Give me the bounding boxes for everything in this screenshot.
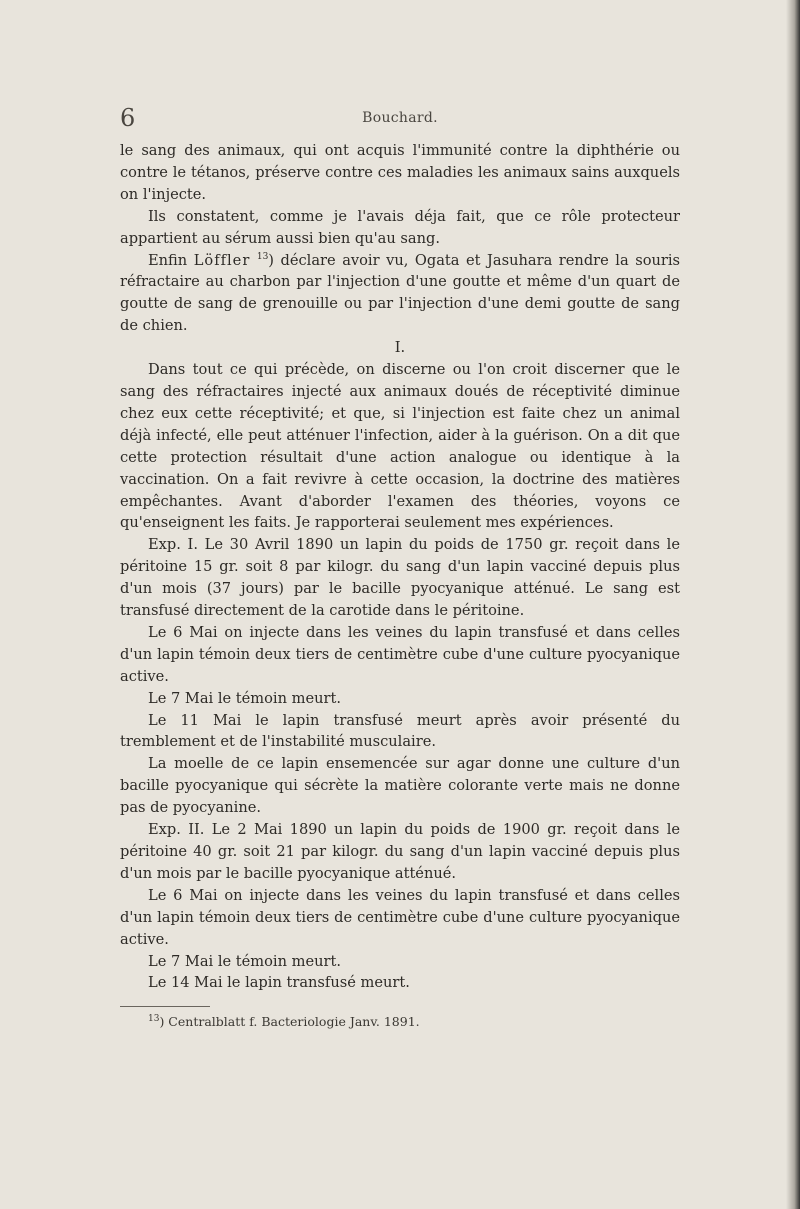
paragraph: Le 11 Mai le lapin transfusé meurt après avoir présenté du tremblement et de l'instabilité musculaire. — [120, 711, 680, 751]
paragraph-continuation: le sang des animaux, qui ont acquis l'immunité contre la diphthérie ou contre le tétanos, préserve contre ces maladies les animaux sains auxquels on l'injecte. — [120, 142, 680, 203]
footnote-text: ) Centralblatt f. Bacteriologie Janv. 1891. — [159, 1014, 420, 1030]
paragraph: Dans tout ce qui précède, on discerne ou l'on croit discerner que le sang des réfractaires injecté aux animaux doués de réceptivité diminue chez eux cette réceptivité; et que, si l'injection est faite chez un animal déjà infecté, elle peut atténuer l'infection, aider à la guérison. On a dit que cette protection résultait d'une action analogue ou identique à la vaccination. On a fait revivre à cette occasion, la doctrine des matières empêchantes. Avant d'aborder l'examen des théories, voyons ce qu'enseignent les faits. Je rapporterai seulement mes expériences. — [120, 361, 680, 532]
footnote-number: 13 — [148, 1014, 160, 1025]
running-title: Bouchard. — [362, 110, 438, 126]
experiment-paragraph: Exp. I. Le 30 Avril 1890 un lapin du poids de 1750 gr. reçoit dans le péritoine 15 gr. soit 8 par kilogr. du sang d'un lapin vacciné depuis plus d'un mois (37 jours) par le bacille pyocyanique atténué. Le sang est transfusé directement de la carotide dans le péritoine. — [120, 536, 680, 620]
footnote — [120, 1013, 680, 1031]
paragraph: Le 6 Mai on injecte dans les veines du lapin transfusé et dans celles d'un lapin témoin deux tiers de centimètre cube d'une culture pyocyanique active. — [120, 886, 680, 948]
paragraph-loeffler — [120, 250, 680, 338]
paragraph: La moelle de ce lapin ensemencée sur agar donne une culture d'un bacille pyocyanique qui sécrète la matière colorante verte mais ne donne pas de pyocyanine. — [120, 755, 680, 817]
page-edge-shadow — [786, 0, 800, 1209]
author-name: Löffler — [193, 251, 251, 269]
paragraph: Le 14 Mai le lapin transfusé meurt. — [148, 974, 410, 992]
main-text — [120, 140, 680, 1031]
paragraph: Le 7 Mai le témoin meurt. — [148, 952, 341, 970]
experiment-paragraph: Exp. II. Le 2 Mai 1890 un lapin du poids de 1900 gr. reçoit dans le péritoine 40 gr. soit 21 par kilogr. du sang d'un lapin vacciné depuis plus d'un mois par le bacille pyocyanique atténué. — [120, 821, 680, 882]
paragraph: Ils constatent, comme je l'avais déja fait, que ce rôle protecteur appartient au sérum aussi bien qu'au sang. — [120, 207, 680, 247]
paragraph-text: ) déclare avoir vu, Ogata et Jasuhara rendre la souris réfractaire au charbon par l'injection d'une goutte et même d'un quart de goutte de sang de grenouille ou par l'injection d'une demi goutte de sang de chien. — [120, 251, 681, 335]
footnote-reference: 13 — [256, 251, 269, 262]
page-number: 6 — [120, 104, 136, 132]
section-heading: I. — [394, 339, 406, 357]
paragraph: Le 6 Mai on injecte dans les veines du lapin transfusé et dans celles d'un lapin témoin deux tiers de centimètre cube d'une culture pyocyanique active. — [120, 623, 680, 685]
footnote-divider — [120, 1006, 210, 1007]
running-head — [120, 104, 680, 134]
paragraph: Le 7 Mai le témoin meurt. — [148, 689, 341, 707]
paragraph-text: Enfin — [148, 251, 194, 269]
